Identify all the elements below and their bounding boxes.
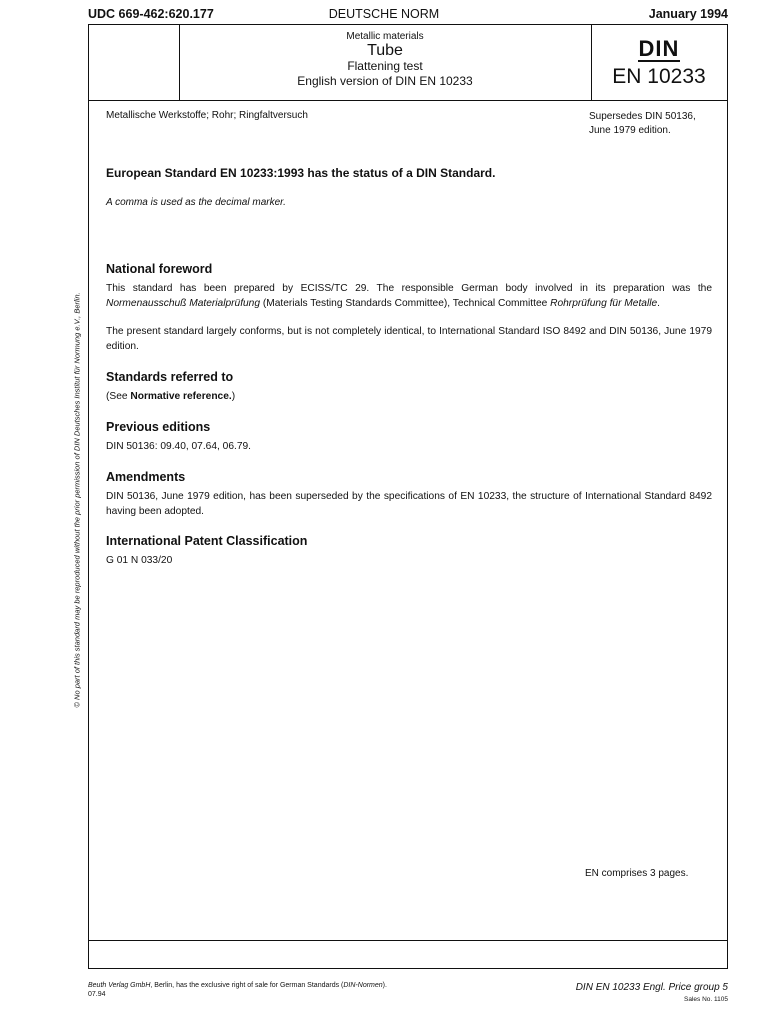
sales-number: Sales No. 1105	[684, 996, 728, 1003]
foreword-paragraph-1	[106, 282, 712, 311]
page-count-note: EN comprises 3 pages.	[585, 868, 689, 879]
normative-reference: Normative reference.	[130, 391, 232, 402]
price-reference: DIN EN 10233 Engl. Price group 5	[575, 982, 728, 993]
publisher-note	[88, 981, 387, 999]
din-logo: DIN	[638, 36, 680, 61]
heading-patent-classification: International Patent Classification	[106, 534, 308, 548]
standards-referred-text	[106, 390, 235, 405]
norm-type: DEUTSCHE NORM	[328, 7, 440, 21]
german-title: Metallische Werkstoffe; Rohr; Ringfaltversuch	[106, 110, 308, 121]
publisher-name: Beuth Verlag GmbH	[88, 982, 151, 989]
foreword-text-a: This standard has been prepared by ECISS/TC 29. The responsible German body involved in its preparation was the	[106, 283, 712, 294]
version-note: English version of DIN EN 10233	[297, 74, 473, 88]
publisher-text-end: ).	[382, 982, 387, 989]
standards-text-c: )	[231, 391, 236, 402]
foreword-committee-name: Normenausschuß Materialprüfung	[106, 297, 261, 309]
previous-editions-text: DIN 50136: 09.40, 07.64, 06.79.	[106, 441, 251, 452]
foreword-text-c: (Materials Testing Standards Committee), Technical Committee	[260, 297, 551, 309]
bottom-rule	[89, 940, 727, 941]
standards-text-a: (See	[106, 391, 131, 402]
amendments-text: DIN 50136, June 1979 edition, has been superseded by the specifications of EN 10233, the structure of International Standard 8492 having been adopted.	[106, 491, 712, 517]
heading-amendments: Amendments	[106, 470, 186, 484]
heading-national-foreword: National foreword	[106, 262, 213, 276]
supersedes-line-1: Supersedes DIN 50136,	[589, 111, 696, 122]
standard-number: EN 10233	[612, 65, 706, 88]
publisher-text: , Berlin, has the exclusive right of sale for German Standards (	[150, 982, 344, 989]
din-normen: DIN-Normen	[343, 982, 383, 989]
document-title: Tube	[367, 42, 403, 59]
decimal-note: A comma is used as the decimal marker.	[106, 197, 286, 208]
publisher-line	[88, 981, 387, 990]
foreword-technical-committee: Rohrprüfung für Metalle	[550, 297, 658, 309]
title-center-cell	[179, 25, 592, 100]
title-block	[89, 25, 727, 101]
print-date: 07.94	[88, 991, 106, 998]
document-subtitle: Flattening test	[347, 59, 423, 73]
heading-previous-editions: Previous editions	[106, 420, 211, 434]
patent-classification-text: G 01 N 033/20	[106, 555, 173, 566]
status-headline: European Standard EN 10233:1993 has the status of a DIN Standard.	[106, 166, 496, 180]
foreword-paragraph-2: The present standard largely conforms, but is not completely identical, to International Standard ISO 8492 and DIN 50136, June 1979 edition.	[106, 326, 712, 352]
udc-code: UDC 669-462:620.177	[88, 7, 214, 21]
title-right-cell	[591, 25, 727, 100]
subject: Metallic materials	[346, 31, 424, 42]
supersedes	[589, 110, 696, 138]
heading-standards-referred: Standards referred to	[106, 370, 234, 384]
foreword-text-e: .	[657, 297, 660, 309]
title-left-cell	[89, 25, 180, 100]
copyright-note: © No part of this standard may be reproduced without the prior permission of DIN Deutsches Institut für Normung e.V., Berlin.	[72, 292, 82, 708]
supersedes-line-2: June 1979 edition.	[589, 125, 671, 136]
issue-date: January 1994	[648, 7, 728, 21]
